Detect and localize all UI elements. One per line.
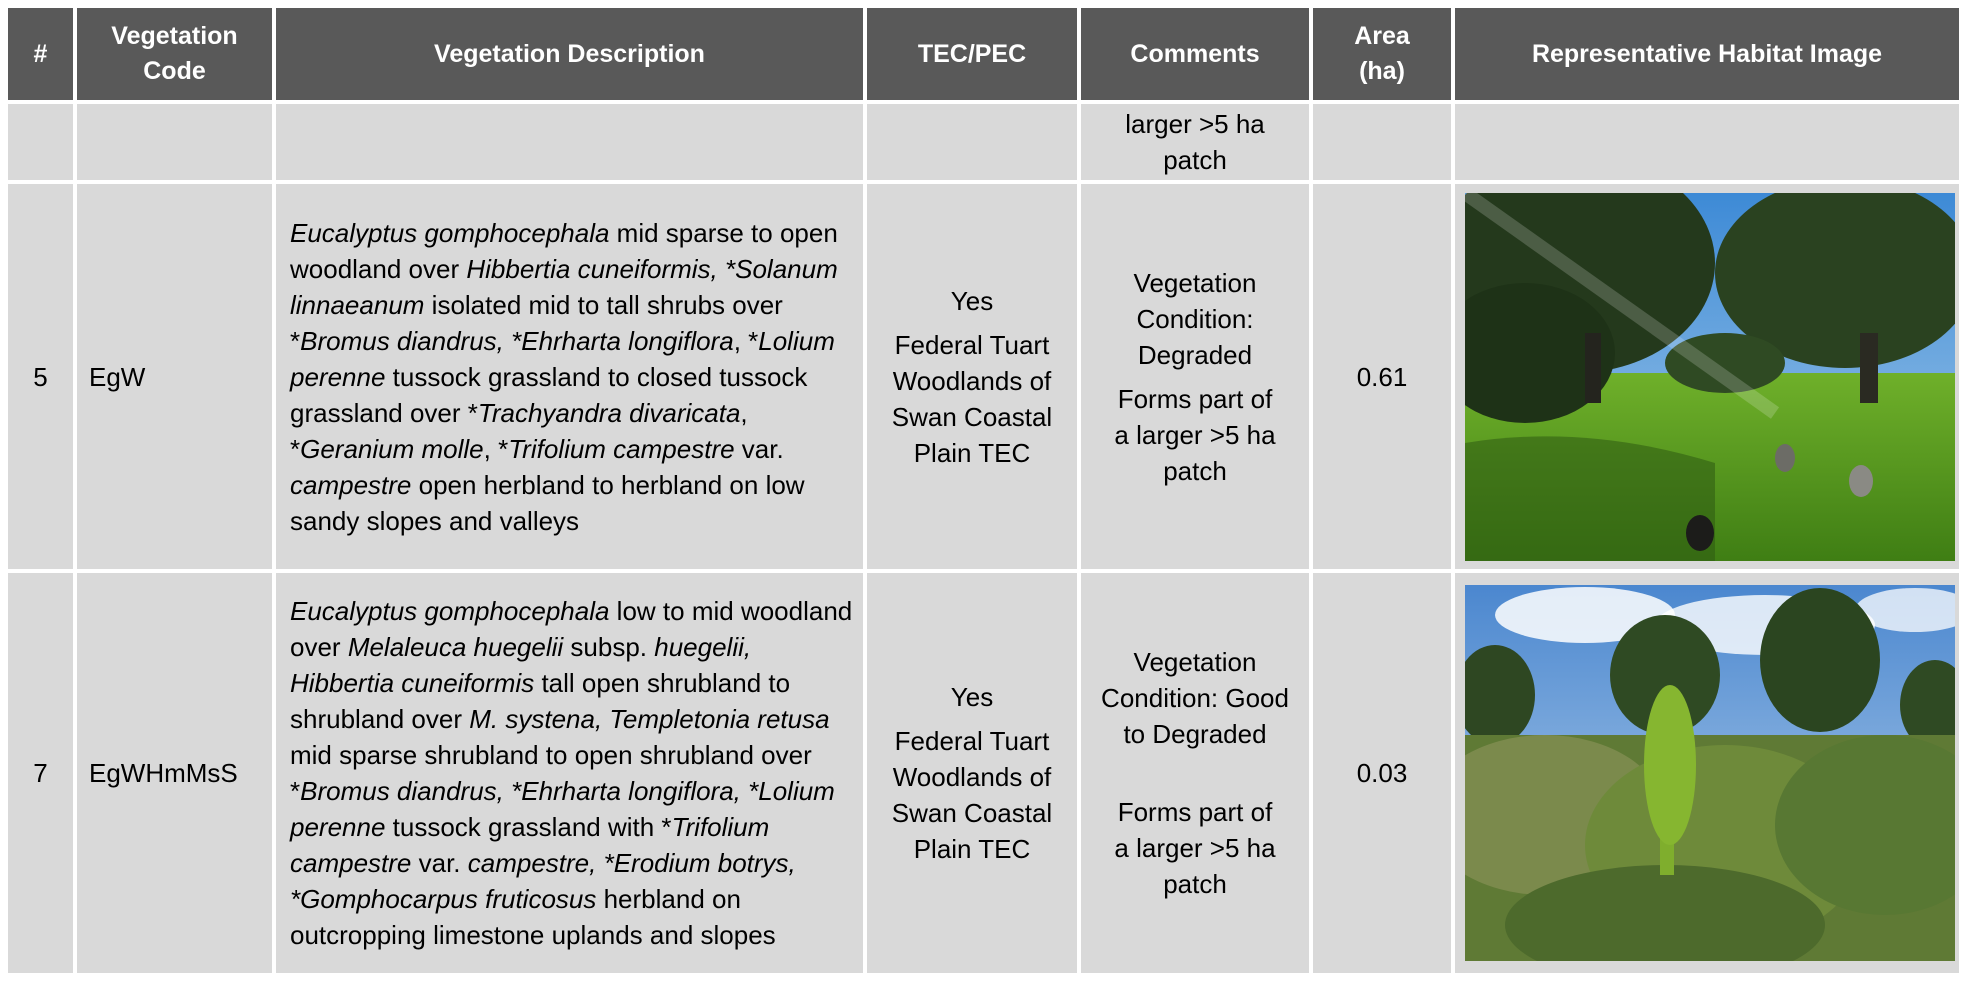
cell-description <box>276 184 867 573</box>
description-text: mid sparse shrubland to open shrubland over * <box>290 740 812 806</box>
header-tec-pec: TEC/PEC <box>867 8 1081 104</box>
species-name: Hibbertia cuneiformis, *Solanum linnaeanum <box>290 253 838 320</box>
cell-image <box>1455 184 1963 573</box>
tec-name: Federal Tuart Woodlands of Swan Coastal Plain TEC <box>891 726 1053 864</box>
cell-area <box>1313 104 1455 184</box>
cell-image <box>1455 104 1963 184</box>
cell-comments <box>1081 573 1313 977</box>
header-area: Area (ha) <box>1313 8 1455 104</box>
cell-number: 5 <box>8 184 77 573</box>
species-name: campestre, *Erodium botrys, *Gomphocarpus fruticosus <box>290 848 796 914</box>
species-name: campestre <box>290 469 412 500</box>
description-text: var. <box>734 433 784 464</box>
condition-text: Vegetation Condition: Degraded <box>1133 267 1257 370</box>
species-name: M. systena, Templetonia retusa <box>469 704 830 734</box>
cell-comments: larger >5 ha patch <box>1081 104 1313 184</box>
habitat-photo-open-woodland <box>1465 193 1955 561</box>
tec-name: Federal Tuart Woodlands of Swan Coastal Plain TEC <box>891 329 1053 468</box>
description-text: low to mid woodland over <box>290 596 853 662</box>
cell-number: 7 <box>8 573 77 977</box>
description-text: mid sparse to open woodland over <box>290 217 838 284</box>
header-comments: Comments <box>1081 8 1313 104</box>
description-text: var. <box>411 848 468 878</box>
description-text: open herbland to herbland on low sandy slopes and valleys <box>290 469 805 536</box>
header-number: # <box>8 8 77 104</box>
cell-tec <box>867 573 1081 977</box>
description-text: tussock grassland with * <box>385 812 672 842</box>
patch-text: Forms part of a larger >5 ha patch <box>1114 797 1276 899</box>
species-name: Lolium perenne <box>290 325 835 392</box>
description-text: isolated mid to tall shrubs over * <box>290 289 783 356</box>
table-row-continuation <box>8 104 1963 184</box>
vegetation-table <box>8 8 1963 977</box>
description-text: , * <box>483 433 509 464</box>
species-name: Melaleuca huegelii <box>347 632 564 662</box>
species-name: Trachyandra divaricata <box>477 397 741 428</box>
header-vegetation-code: Vegetation Code <box>77 8 276 104</box>
cell-code: EgWHmMsS <box>77 573 276 977</box>
header-vegetation-description: Vegetation Description <box>276 8 867 104</box>
cell-code: EgW <box>77 184 276 573</box>
tec-status: Yes <box>950 682 994 712</box>
tec-status: Yes <box>950 285 994 316</box>
description-text: , * <box>290 397 748 464</box>
species-name: Trifolium campestre <box>290 812 770 878</box>
species-name: Bromus diandrus, *Ehrharta longiflora <box>300 325 734 356</box>
patch-text: Forms part of a larger >5 ha patch <box>1114 383 1276 486</box>
cell-area: 0.61 <box>1313 184 1455 573</box>
cell-number <box>8 104 77 184</box>
cell-description <box>276 104 867 184</box>
habitat-photo-shrubland <box>1465 585 1955 961</box>
cell-image <box>1455 573 1963 977</box>
description-text: tussock grassland to closed tussock grassland over * <box>290 361 808 428</box>
header-row <box>8 8 1963 104</box>
cell-comments <box>1081 184 1313 573</box>
cell-tec <box>867 104 1081 184</box>
species-name: Trifolium campestre <box>508 433 735 464</box>
description-text: subsp. <box>563 632 655 662</box>
condition-text: Vegetation Condition: Good to Degraded <box>1101 647 1289 749</box>
species-name: Bromus diandrus, *Ehrharta longiflora, *Lolium perenne <box>290 776 835 842</box>
species-name: Geranium molle <box>300 433 484 464</box>
cell-area: 0.03 <box>1313 573 1455 977</box>
description-text: tall open shrubland to shrubland over <box>290 668 791 734</box>
species-name: huegelii, Hibbertia cuneiformis <box>290 632 752 698</box>
table-row <box>8 184 1963 573</box>
species-name: Eucalyptus gomphocephala <box>290 217 610 248</box>
cell-description <box>276 573 867 977</box>
species-name: Eucalyptus gomphocephala <box>290 596 610 626</box>
header-habitat-image: Representative Habitat Image <box>1455 8 1963 104</box>
cell-tec <box>867 184 1081 573</box>
description-text: herbland on outcropping limestone uplands and slopes <box>290 884 776 950</box>
table-row <box>8 573 1963 977</box>
cell-code <box>77 104 276 184</box>
description-text: , * <box>733 325 759 356</box>
